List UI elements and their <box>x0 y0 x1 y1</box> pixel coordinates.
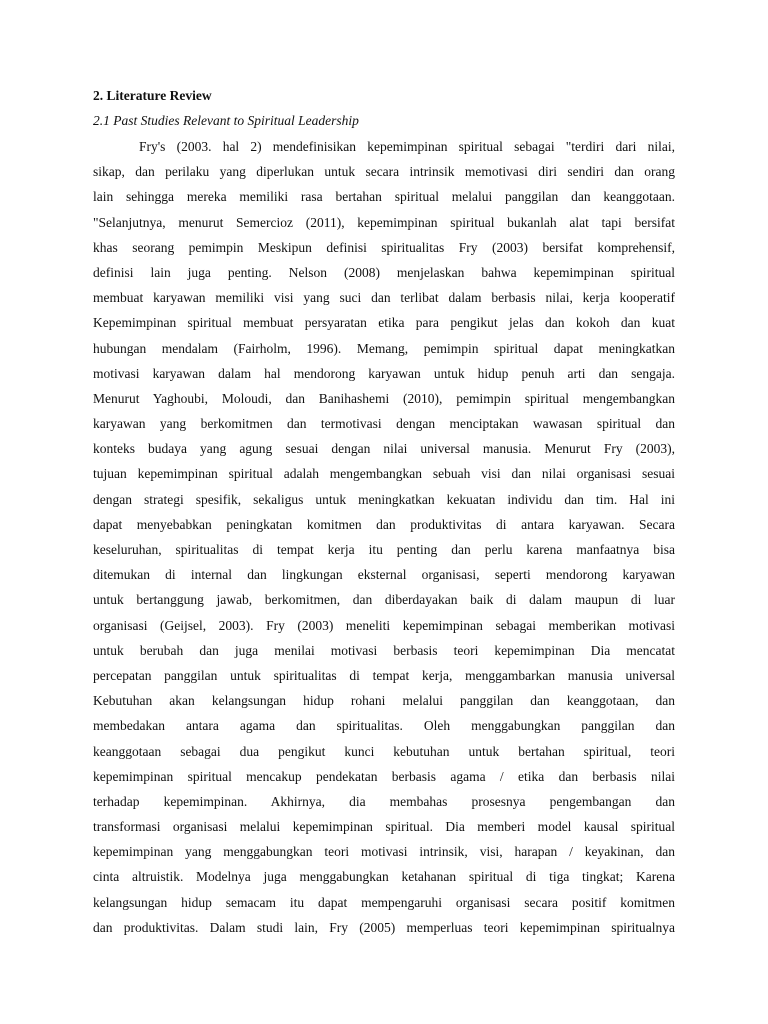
paragraph-line: kelangsungan hidup semacam itu dapat mempengaruhi organisasi secara positif komitmen <box>93 894 675 910</box>
paragraph-line: dengan strategi spesifik, sekaligus untuk meningkatkan kekuatan individu dan tim. Hal ini <box>93 491 675 507</box>
paragraph-line: cinta altruistik. Modelnya juga menggabungkan ketahanan spiritual di tiga tingkat; Karena <box>93 869 675 885</box>
paragraph-line: untuk berubah dan juga menilai motivasi berbasis teori kepemimpinan Dia mencatat <box>93 642 675 658</box>
paragraph-line: dapat menyebabkan peningkatan komitmen dan produktivitas di antara karyawan. Secara <box>93 516 675 532</box>
paragraph-line: percepatan panggilan untuk spiritualitas di tempat kerja, menggambarkan manusia universal <box>93 667 675 683</box>
paragraph-line: tujuan kepemimpinan spiritual adalah mengembangkan sebuah visi dan nilai organisasi sesuai <box>93 466 675 482</box>
paragraph-line: Kepemimpinan spiritual membuat persyaratan etika para pengikut jelas dan kokoh dan kuat <box>93 315 675 331</box>
paragraph-line: khas seorang pemimpin Meskipun definisi spiritualitas Fry (2003) bersifat komprehensif, <box>93 239 675 255</box>
paragraph-line: untuk bertanggung jawab, berkomitmen, dan diberdayakan baik di dalam maupun di luar <box>93 592 675 608</box>
paragraph-line: keanggotaan sebagai dua pengikut kunci kebutuhan untuk bertahan spiritual, teori <box>93 743 675 759</box>
paragraph-line: membedakan antara agama dan spiritualitas. Oleh menggabungkan panggilan dan <box>93 718 675 734</box>
document-page <box>93 84 675 940</box>
paragraph-line: terhadap kepemimpinan. Akhirnya, dia membahas prosesnya pengembangan dan <box>93 793 675 809</box>
paragraph-line: keseluruhan, spiritualitas di tempat kerja itu penting dan perlu karena manfaatnya bisa <box>93 542 675 557</box>
paragraph-line: "Selanjutnya, menurut Semercioz (2011), kepemimpinan spiritual bukanlah alat tapi bersifat <box>93 214 675 230</box>
paragraph-line: sikap, dan perilaku yang diperlukan untuk secara intrinsik memotivasi diri sendiri dan orang <box>93 164 675 180</box>
body-paragraph <box>93 134 675 940</box>
paragraph-line: membuat karyawan memiliki visi yang suci dan terlibat dalam berbasis nilai, kerja kooperatif <box>93 290 675 306</box>
paragraph-line: hubungan mendalam (Fairholm, 1996). Memang, pemimpin spiritual dapat meningkatkan <box>93 340 675 356</box>
paragraph-line: transformasi organisasi melalui kepemimpinan spiritual. Dia memberi model kausal spiritual <box>93 819 675 835</box>
paragraph-line: konteks budaya yang agung sesuai dengan nilai universal manusia. Menurut Fry (2003), <box>93 441 675 457</box>
paragraph-line: karyawan yang berkomitmen dan termotivasi dengan menciptakan wawasan spiritual dan <box>93 416 675 432</box>
paragraph-line: dan produktivitas. Dalam studi lain, Fry (2005) memperluas teori kepemimpinan spiritualnya <box>93 919 675 935</box>
paragraph-line: kepemimpinan spiritual mencakup pendekatan berbasis agama / etika dan berbasis nilai <box>93 768 675 784</box>
paragraph-line: lain sehingga mereka memiliki rasa bertahan spiritual melalui panggilan dan keanggotaan. <box>93 189 675 205</box>
paragraph-line: motivasi karyawan dalam hal mendorong karyawan untuk hidup penuh arti dan sengaja. <box>93 365 675 381</box>
paragraph-line: Fry's (2003. hal 2) mendefinisikan kepemimpinan spiritual sebagai "terdiri dari nilai, <box>139 139 675 154</box>
paragraph-line: kepemimpinan yang menggabungkan teori motivasi intrinsik, visi, harapan / keyakinan, dan <box>93 844 675 860</box>
paragraph-line: ditemukan di internal dan lingkungan eksternal organisasi, seperti mendorong karyawan <box>93 567 675 583</box>
paragraph-line: organisasi (Geijsel, 2003). Fry (2003) meneliti kepemimpinan sebagai memberikan motivasi <box>93 617 675 633</box>
paragraph-line: Kebutuhan akan kelangsungan hidup rohani melalui panggilan dan keanggotaan, dan <box>93 693 675 709</box>
section-heading: 2. Literature Review <box>93 88 212 103</box>
paragraph-line: Menurut Yaghoubi, Moloudi, dan Banihashemi (2010), pemimpin spiritual mengembangkan <box>93 390 675 406</box>
paragraph-line: definisi lain juga penting. Nelson (2008) menjelaskan bahwa kepemimpinan spiritual <box>93 264 675 280</box>
subsection-heading: 2.1 Past Studies Relevant to Spiritual Leadership <box>93 113 359 128</box>
